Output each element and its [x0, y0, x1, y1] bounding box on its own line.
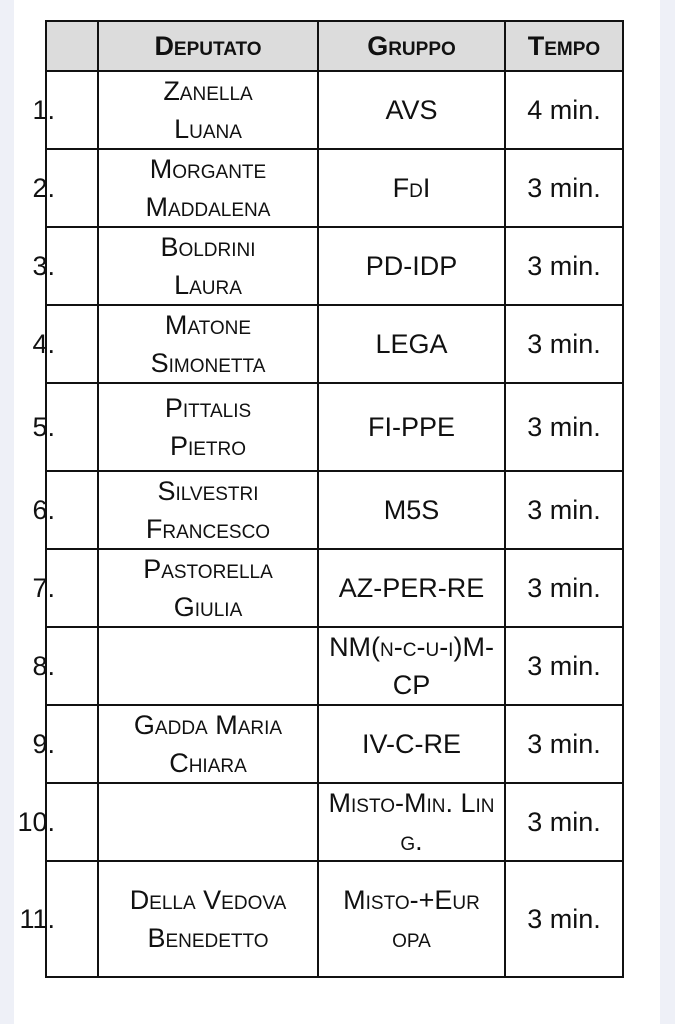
row-number-cell: [32, 471, 98, 549]
gruppo-name: LEGA: [375, 329, 448, 359]
row-number-cell: [32, 627, 98, 705]
gruppo-name: FI-PPE: [367, 412, 455, 442]
gruppo-name: AVS: [385, 95, 438, 125]
row-number-cell: [17, 783, 98, 861]
table-row: [46, 861, 623, 977]
gruppo-name: AZ-PER-RE: [338, 573, 485, 603]
gruppo-name: IV-C-RE: [361, 729, 461, 759]
gruppo-name: Misto-+Europa: [343, 885, 480, 953]
row-number-cell: [32, 149, 98, 227]
row-number: 4.: [32, 329, 55, 359]
tempo-cell: 3 min.: [505, 549, 623, 627]
gruppo-name: Misto-Min. Ling.: [328, 788, 495, 856]
deputato-cell: [98, 149, 318, 227]
row-number-cell: [32, 705, 98, 783]
tempo-cell: 3 min.: [505, 383, 623, 471]
gruppo-cell: [318, 627, 505, 705]
speaking-time-table: [17, 20, 624, 978]
tempo-cell: 3 min.: [505, 149, 623, 227]
deputato-name: Matone Simonetta: [150, 310, 266, 378]
gruppo-cell: [318, 383, 505, 471]
gruppo-cell: [318, 861, 505, 977]
gruppo-cell: [318, 783, 505, 861]
table-row: [46, 471, 623, 549]
table-header-row: [46, 21, 623, 71]
deputato-cell: [98, 861, 318, 977]
deputato-cell: [98, 471, 318, 549]
tempo-cell: 3 min.: [505, 471, 623, 549]
header-tempo: Tempo: [505, 21, 623, 71]
row-number-cell: [32, 383, 98, 471]
table-row: [46, 549, 623, 627]
gruppo-cell: [318, 305, 505, 383]
table-row: [46, 705, 623, 783]
gruppo-name: FdI: [392, 173, 431, 203]
gruppo-cell: [318, 71, 505, 149]
gruppo-cell: [318, 549, 505, 627]
deputato-name: Silvestri Francesco: [145, 476, 271, 544]
gruppo-cell: [318, 149, 505, 227]
deputato-name: Pastorella Giulia: [143, 554, 273, 622]
deputato-name: Gadda Maria Chiara: [133, 710, 283, 778]
gruppo-name: PD-IDP: [365, 251, 458, 281]
header-deputato: Deputato: [98, 21, 318, 71]
gruppo-name: M5S: [383, 495, 440, 525]
tempo-cell: 3 min.: [505, 627, 623, 705]
deputato-cell: [98, 71, 318, 149]
deputato-cell: [98, 549, 318, 627]
row-number: 2.: [32, 173, 55, 203]
tempo-cell: 3 min.: [505, 705, 623, 783]
header-index: [46, 21, 98, 71]
row-number-cell: [32, 71, 98, 149]
table-row: [46, 627, 623, 705]
deputato-cell: [98, 305, 318, 383]
tempo-cell: 4 min.: [505, 71, 623, 149]
table-row: [46, 227, 623, 305]
deputato-cell: [98, 783, 318, 861]
row-number-cell: [19, 861, 98, 977]
row-number: 9.: [32, 729, 55, 759]
gruppo-cell: [318, 705, 505, 783]
deputato-cell: [98, 227, 318, 305]
deputato-name: Pittalis Pietro: [164, 393, 252, 461]
deputato-name: Boldrini Laura: [160, 232, 256, 300]
tempo-cell: 3 min.: [505, 861, 623, 977]
row-number: 10.: [17, 807, 55, 837]
gruppo-cell: [318, 471, 505, 549]
row-number: 8.: [32, 651, 55, 681]
deputato-name: Zanella Luana: [163, 76, 253, 144]
deputato-name: Morgante Maddalena: [145, 154, 271, 222]
row-number-cell: [32, 549, 98, 627]
row-number: 11.: [19, 904, 55, 934]
table-row: [46, 71, 623, 149]
tempo-cell: 3 min.: [505, 305, 623, 383]
tempo-cell: 3 min.: [505, 227, 623, 305]
row-number: 5.: [32, 412, 55, 442]
deputato-name: Della Vedova Benedetto: [129, 885, 287, 953]
row-number: 7.: [32, 573, 55, 603]
deputato-cell: [98, 627, 318, 705]
row-number-cell: [32, 227, 98, 305]
deputato-cell: [98, 383, 318, 471]
header-gruppo: Gruppo: [318, 21, 505, 71]
gruppo-name: NM(n-c-u-i)M-CP: [329, 632, 494, 700]
table-row: [46, 383, 623, 471]
row-number: 1.: [32, 95, 55, 125]
row-number: 3.: [32, 251, 55, 281]
tempo-cell: 3 min.: [505, 783, 623, 861]
table-row: [46, 305, 623, 383]
table-row: [46, 149, 623, 227]
table-row: [46, 783, 623, 861]
row-number-cell: [32, 305, 98, 383]
deputato-cell: [98, 705, 318, 783]
gruppo-cell: [318, 227, 505, 305]
row-number: 6.: [32, 495, 55, 525]
